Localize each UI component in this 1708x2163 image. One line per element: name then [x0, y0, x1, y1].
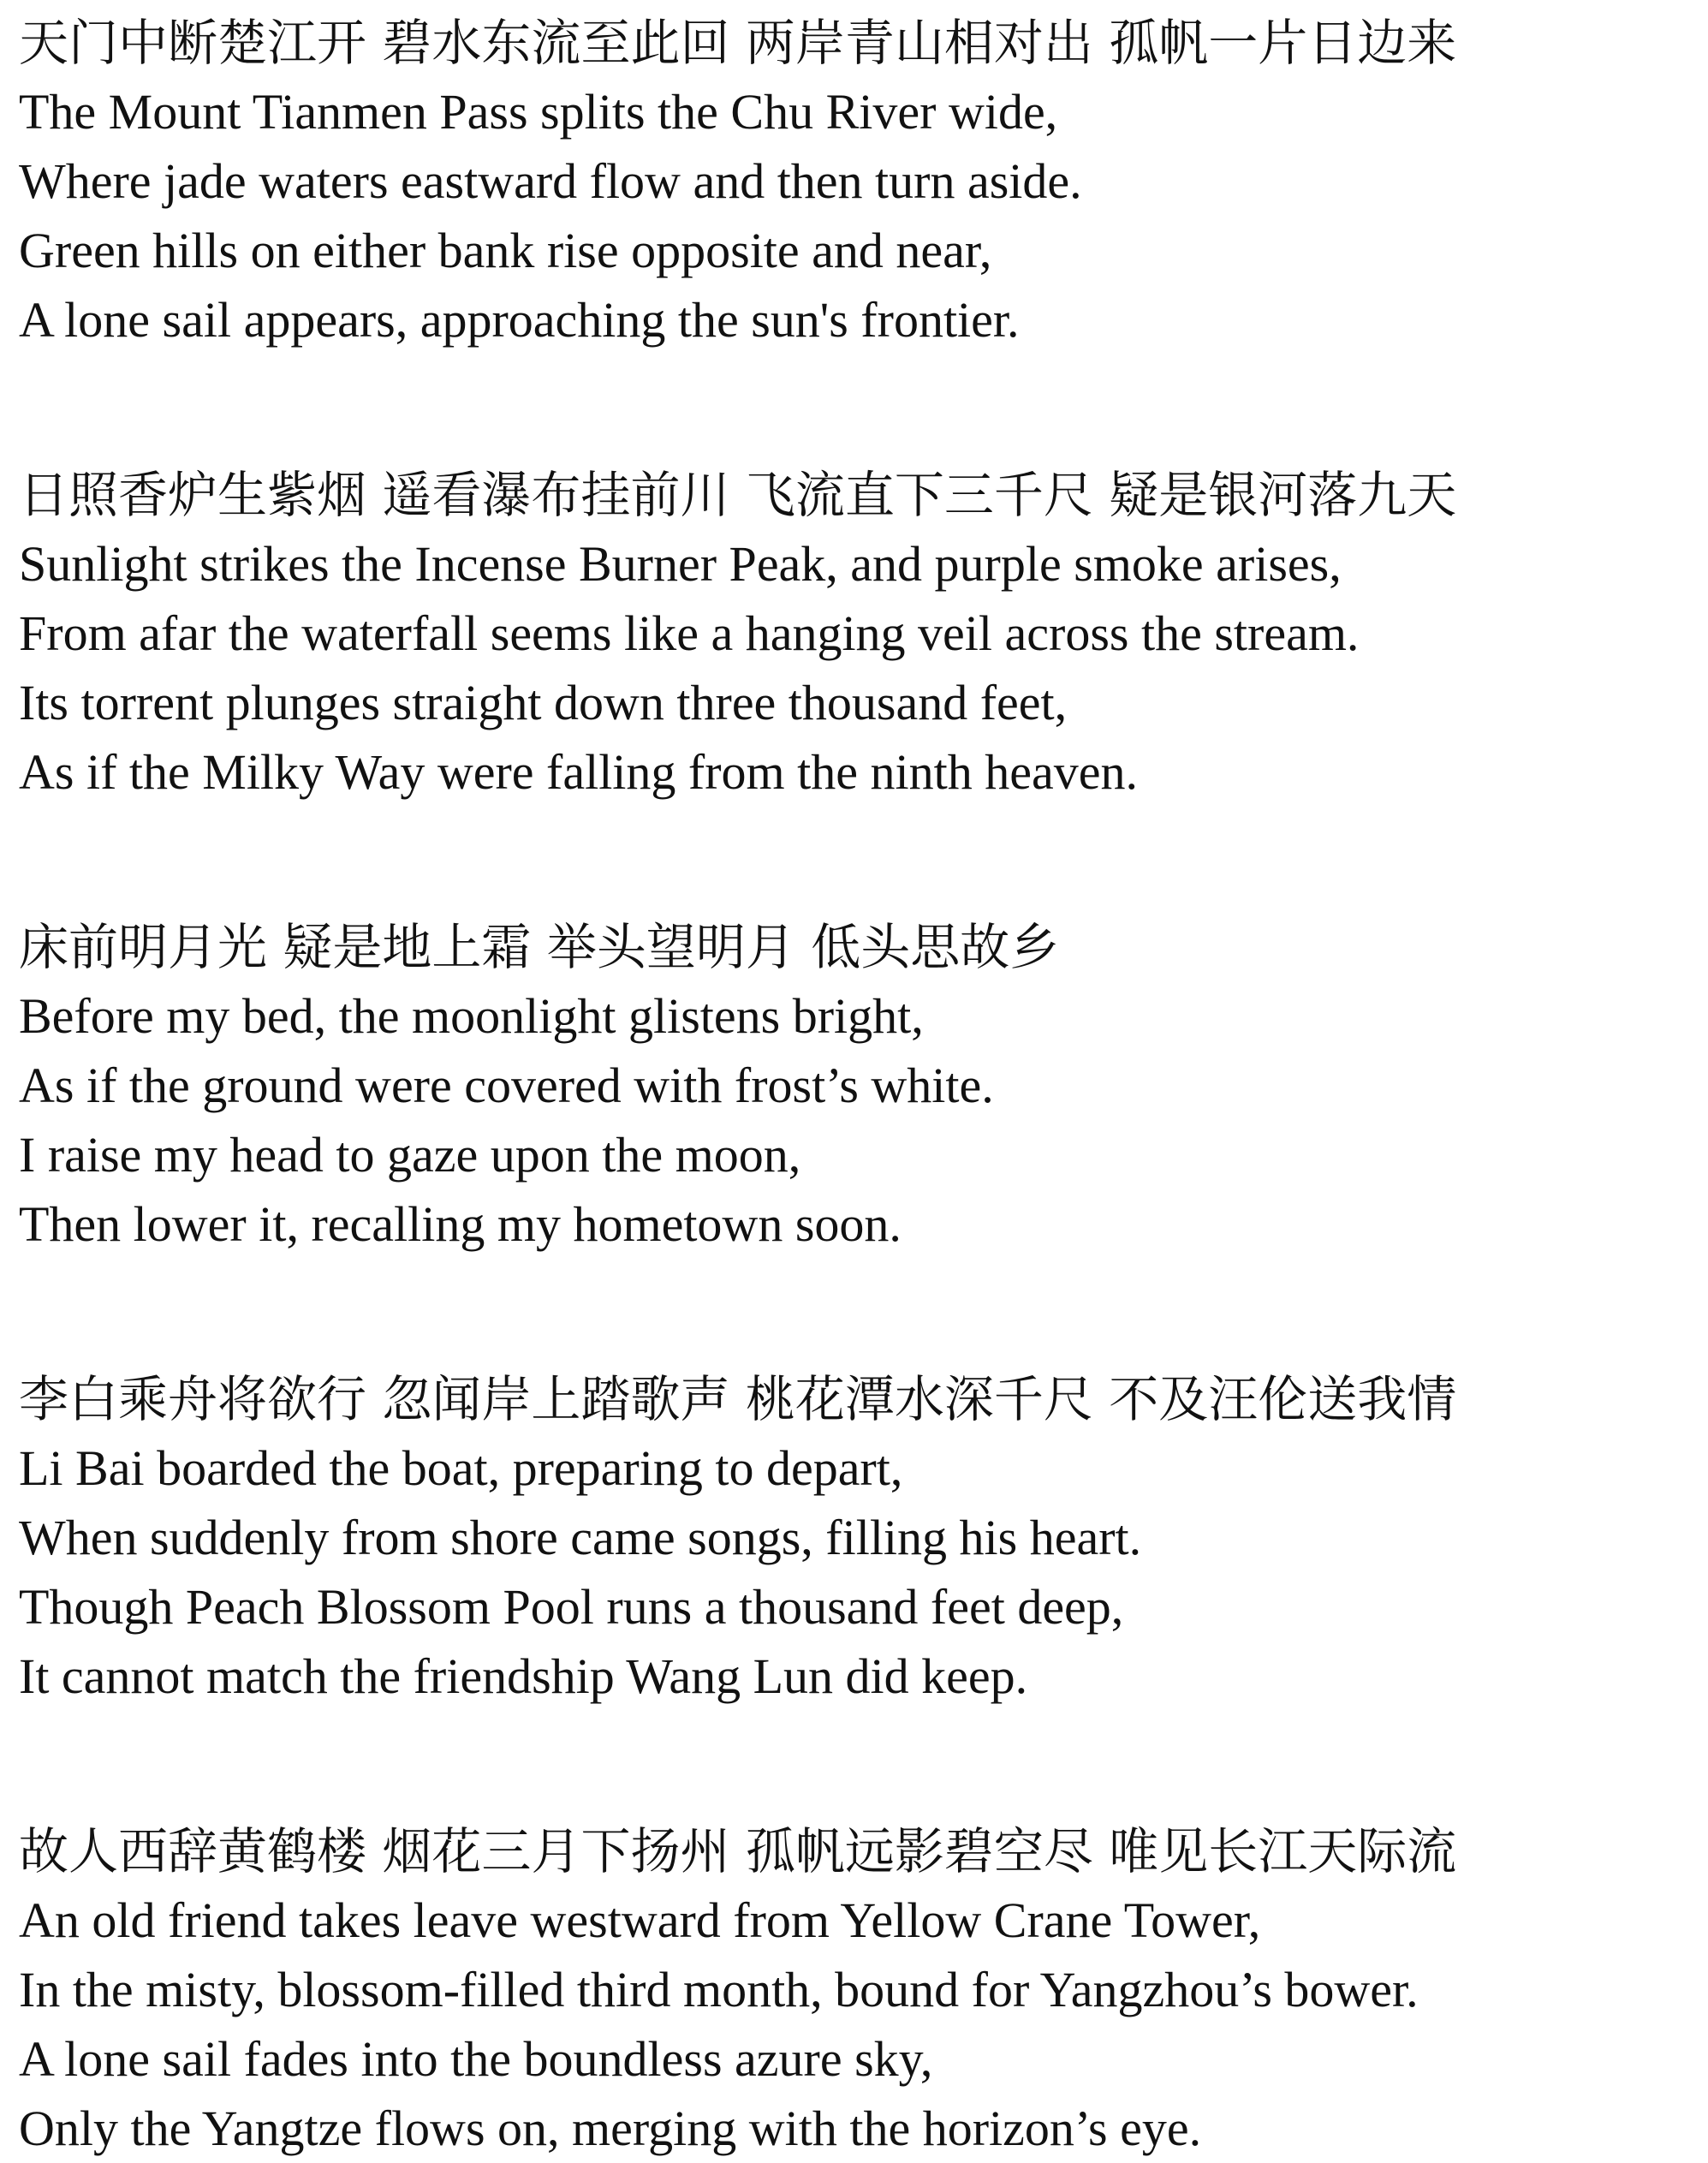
chinese-line: 李白乘舟将欲行 忽闻岸上踏歌声 桃花潭水深千尺 不及汪伦送我情: [19, 1370, 1457, 1428]
english-line: A lone sail fades into the boundless azure sky,: [19, 2031, 933, 2087]
english-line: As if the Milky Way were falling from the ninth heaven.: [19, 744, 1138, 800]
english-line: Before my bed, the moonlight glistens bright,: [19, 988, 924, 1044]
english-line: It cannot match the friendship Wang Lun did keep.: [19, 1648, 1028, 1704]
poem-block-2: [19, 461, 1697, 807]
english-line: Only the Yangtze flows on, merging with the horizon’s eye.: [19, 2100, 1202, 2156]
english-line: Then lower it, recalling my hometown soon.: [19, 1196, 902, 1252]
english-line: When suddenly from shore came songs, filling his heart.: [19, 1510, 1142, 1565]
english-line: From afar the waterfall seems like a hanging veil across the stream.: [19, 605, 1360, 661]
poem-block-5: [19, 1817, 1697, 2163]
english-line: Though Peach Blossom Pool runs a thousand feet deep,: [19, 1579, 1124, 1635]
english-line: I raise my head to gaze upon the moon,: [19, 1127, 801, 1183]
english-line: Li Bai boarded the boat, preparing to depart,: [19, 1440, 903, 1496]
english-line: Its torrent plunges straight down three thousand feet,: [19, 675, 1068, 730]
english-line: A lone sail appears, approaching the sun's frontier.: [19, 292, 1020, 348]
english-line: As if the ground were covered with frost’s white.: [19, 1058, 994, 1113]
poem-document: [19, 9, 1697, 2163]
poem-block-3: [19, 913, 1697, 1259]
english-line: Sunlight strikes the Incense Burner Peak, and purple smoke arises,: [19, 536, 1342, 592]
chinese-line: 天门中断楚江开 碧水东流至此回 两岸青山相对出 孤帆一片日边来: [19, 14, 1457, 72]
english-line: The Mount Tianmen Pass splits the Chu River wide,: [19, 84, 1058, 140]
chinese-line: 床前明月光 疑是地上霜 举头望明月 低头思故乡: [19, 918, 1060, 976]
english-line: An old friend takes leave westward from Yellow Crane Tower,: [19, 1892, 1261, 1948]
poem-block-4: [19, 1365, 1697, 1711]
english-line: Where jade waters eastward flow and then turn aside.: [19, 153, 1082, 209]
english-line: In the misty, blossom-filled third month, bound for Yangzhou’s bower.: [19, 1962, 1419, 2017]
poem-block-1: [19, 9, 1697, 355]
chinese-line: 日照香炉生紫烟 遥看瀑布挂前川 飞流直下三千尺 疑是银河落九天: [19, 466, 1457, 524]
english-line: Green hills on either bank rise opposite and near,: [19, 223, 992, 278]
chinese-line: 故人西辞黄鹤楼 烟花三月下扬州 孤帆远影碧空尽 唯见长江天际流: [19, 1822, 1457, 1880]
